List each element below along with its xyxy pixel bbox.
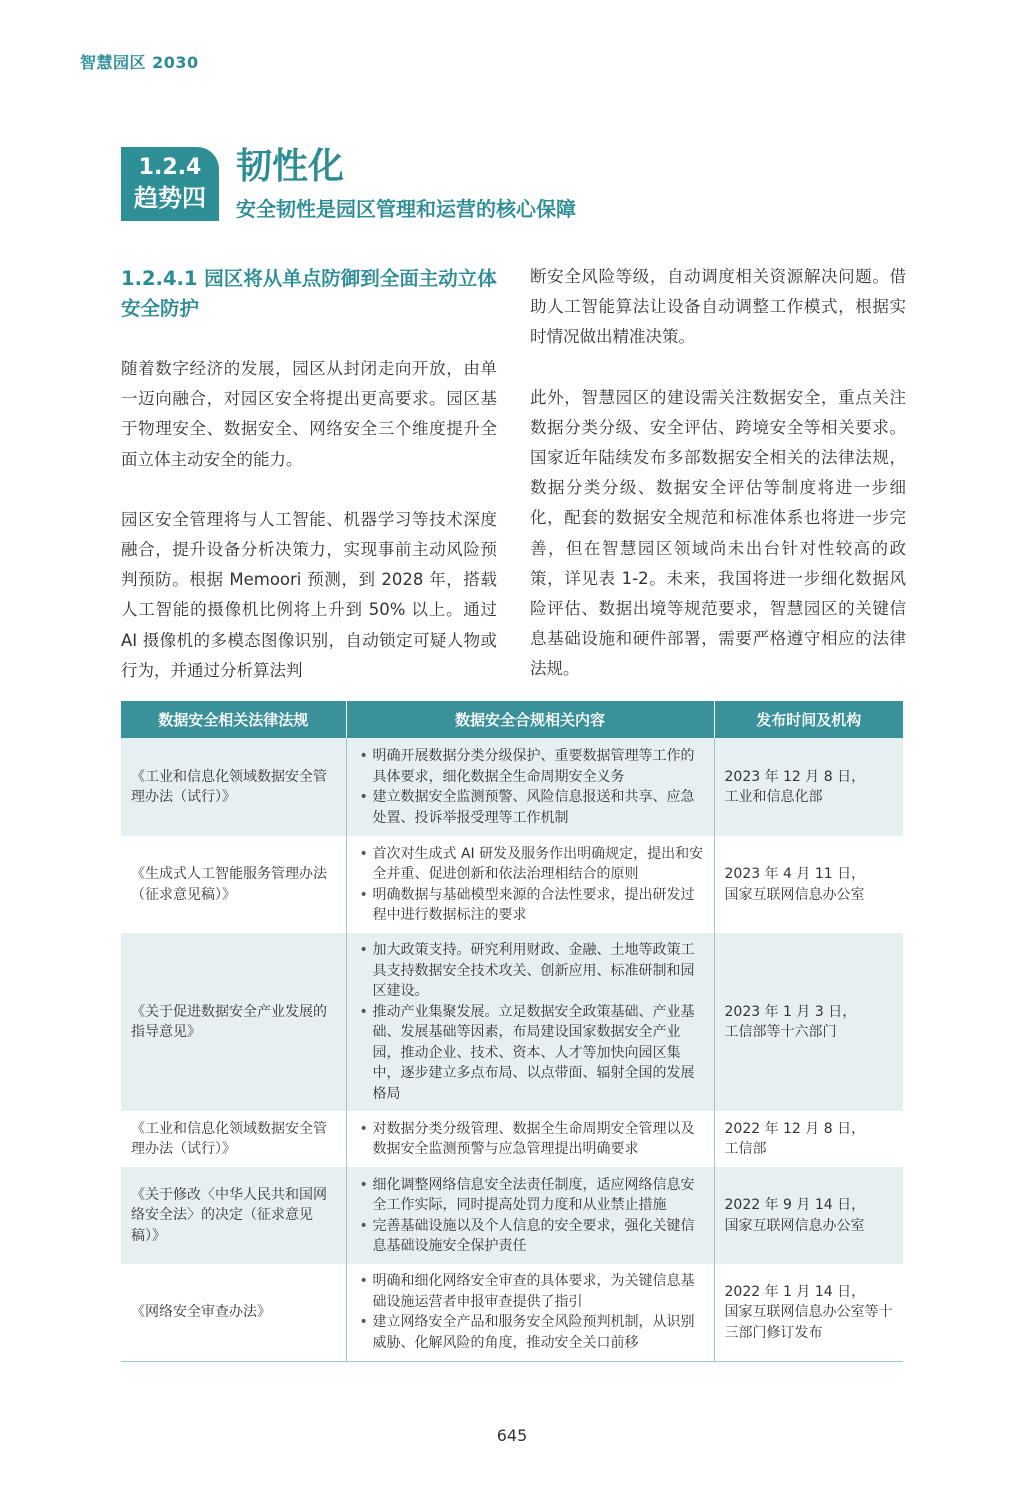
publish-info	[714, 1264, 903, 1361]
publish-org: 工信部	[724, 1141, 767, 1157]
table-header-row	[121, 701, 903, 738]
paragraph: 断安全风险等级，自动调度相关资源解决问题。借助人工智能算法让设备自动调整工作模式，根据实时情况做出精准决策。	[530, 267, 906, 347]
table-row	[121, 836, 903, 933]
publish-org: 国家互联网信息办公室	[724, 886, 865, 903]
law-name: 《关于促进数据安全产业发展的指导意见》	[121, 933, 346, 1111]
table-row	[121, 1111, 903, 1167]
table-header-law: 数据安全相关法律法规	[121, 701, 346, 738]
table-row	[121, 1167, 903, 1264]
publish-org: 国家互联网信息办公室	[724, 1217, 865, 1234]
publish-date: 2023 年 1 月 3 日，	[724, 1003, 857, 1020]
content-point: • 加大政策支持。研究利用财政、金融、土地等政策工具支持数据安全技术攻关、创新应用、标准研制和园区建设。	[357, 940, 704, 1002]
section-subtitle: 安全韧性是园区管理和运营的核心保障	[236, 197, 576, 221]
law-content	[346, 1111, 714, 1167]
table-header-date: 发布时间及机构	[714, 701, 903, 738]
content-point: • 建立数据安全监测预警、风险信息报送和共享、应急处置、投诉举报受理等工作机制	[357, 787, 704, 828]
page-number: 645	[496, 1426, 528, 1445]
publish-date: 2022 年 1 月 14 日，	[724, 1283, 866, 1300]
content-point: • 对数据分类分级管理、数据全生命周期安全管理以及数据安全监测预警与应急管理提出明确要求	[357, 1119, 704, 1160]
law-name: 《工业和信息化领域数据安全管理办法（试行）》	[121, 1111, 346, 1167]
paragraph: 随着数字经济的发展，园区从封闭走向开放，由单一迈向融合，对园区安全将提出更高要求。园区基于物理安全、数据安全、网络安全三个维度提升全面立体主动安全的能力。	[121, 359, 497, 469]
law-name: 《工业和信息化领域数据安全管理办法（试行）》	[121, 738, 346, 836]
publish-info	[714, 738, 903, 836]
right-column	[530, 262, 906, 715]
table-header-content: 数据安全合规相关内容	[346, 701, 714, 738]
law-content	[346, 1264, 714, 1361]
publish-org: 工业和信息化部	[724, 789, 823, 805]
content-point: • 细化调整网络信息安全法责任制度，适应网络信息安全工作实际，同时提高处罚力度和从业禁止措施	[357, 1175, 704, 1216]
section-badge	[121, 147, 219, 221]
publish-date: 2023 年 12 月 8 日，	[724, 768, 866, 785]
publish-info	[714, 1111, 903, 1167]
paragraph: 此外，智慧园区的建设需关注数据安全，重点关注数据分类分级、安全评估、跨境安全等相关要求。国家近年陆续发布多部数据安全相关的法律法规，数据分类分级、数据安全评估等制度将进一步细化，配套的数据安全规范和标准体系也将进一步完善，但在智慧园区领域尚未出台针对性较高的政策，详见表 1-2。未来，我国将进一步细化数据风险评估、数据出境等规范要求，智慧园区的关键信息基础设施和硬件部署，需要严格遵守相应的法律法规。	[530, 387, 906, 679]
left-column	[121, 264, 497, 716]
regulations-table	[121, 701, 903, 1362]
publish-date: 2022 年 12 月 8 日，	[724, 1120, 866, 1137]
table-row	[121, 1264, 903, 1361]
section-title: 韧性化	[236, 146, 345, 187]
content-point: • 明确数据与基础模型来源的合法性要求，提出研发过程中进行数据标注的要求	[357, 885, 704, 926]
section-number: 1.2.4	[138, 155, 202, 180]
law-content	[346, 738, 714, 836]
law-content	[346, 933, 714, 1111]
table-row	[121, 738, 903, 836]
section-trend: 趋势四	[134, 184, 206, 212]
law-name: 《关于修改〈中华人民共和国网络安全法〉的决定（征求意见稿）》	[121, 1167, 346, 1264]
publish-date: 2023 年 4 月 11 日，	[724, 866, 866, 882]
law-name: 《网络安全审查办法》	[121, 1264, 346, 1361]
content-point: • 完善基础设施以及个人信息的安全要求，强化关键信息基础设施安全保护责任	[357, 1216, 704, 1257]
law-content	[346, 1167, 714, 1264]
content-point: • 明确开展数据分类分级保护、重要数据管理等工作的具体要求，细化数据全生命周期安全义务	[357, 746, 704, 787]
content-point: • 首次对生成式 AI 研发及服务作出明确规定，提出和安全并重、促进创新和依法治理相结合的原则	[357, 844, 704, 885]
publish-date: 2022 年 9 月 14 日，	[724, 1197, 866, 1213]
table-row	[121, 933, 903, 1111]
content-point: • 推动产业集聚发展。立足数据安全政策基础、产业基础、发展基础等因素，布局建设国家数据安全产业园，推动企业、技术、资本、人才等加快向园区集中，逐步建立多点布局、以点带面、辐射全国的发展格局	[357, 1002, 704, 1105]
publish-org: 工信部等十六部门	[724, 1024, 837, 1040]
publish-info	[714, 933, 903, 1111]
publish-info	[714, 836, 903, 933]
publish-info	[714, 1167, 903, 1264]
content-point: • 明确和细化网络安全审查的具体要求，为关键信息基础设施运营者申报审查提供了指引	[357, 1271, 704, 1312]
header-brand: 智慧园区 2030	[80, 53, 199, 72]
paragraph: 园区安全管理将与人工智能、机器学习等技术深度融合，提升设备分析决策力，实现事前主动风险预判预防。根据 Memoori 预测，到 2028 年，搭载人工智能的摄像机比例将上升到 50% 以上。通过 AI 摄像机的多模态图像识别，自动锁定可疑人物或行为，并通过分析算法判	[121, 509, 497, 680]
subsection-title: 1.2.4.1 园区将从单点防御到全面主动立体安全防护	[121, 267, 497, 320]
content-point: • 建立网络安全产品和服务安全风险预判机制，从识别威胁、化解风险的角度，推动安全关口前移	[357, 1312, 704, 1353]
publish-org: 国家互联网信息办公室等十三部门修订发布	[724, 1304, 893, 1341]
law-name: 《生成式人工智能服务管理办法（征求意见稿）》	[121, 836, 346, 933]
law-content	[346, 836, 714, 933]
